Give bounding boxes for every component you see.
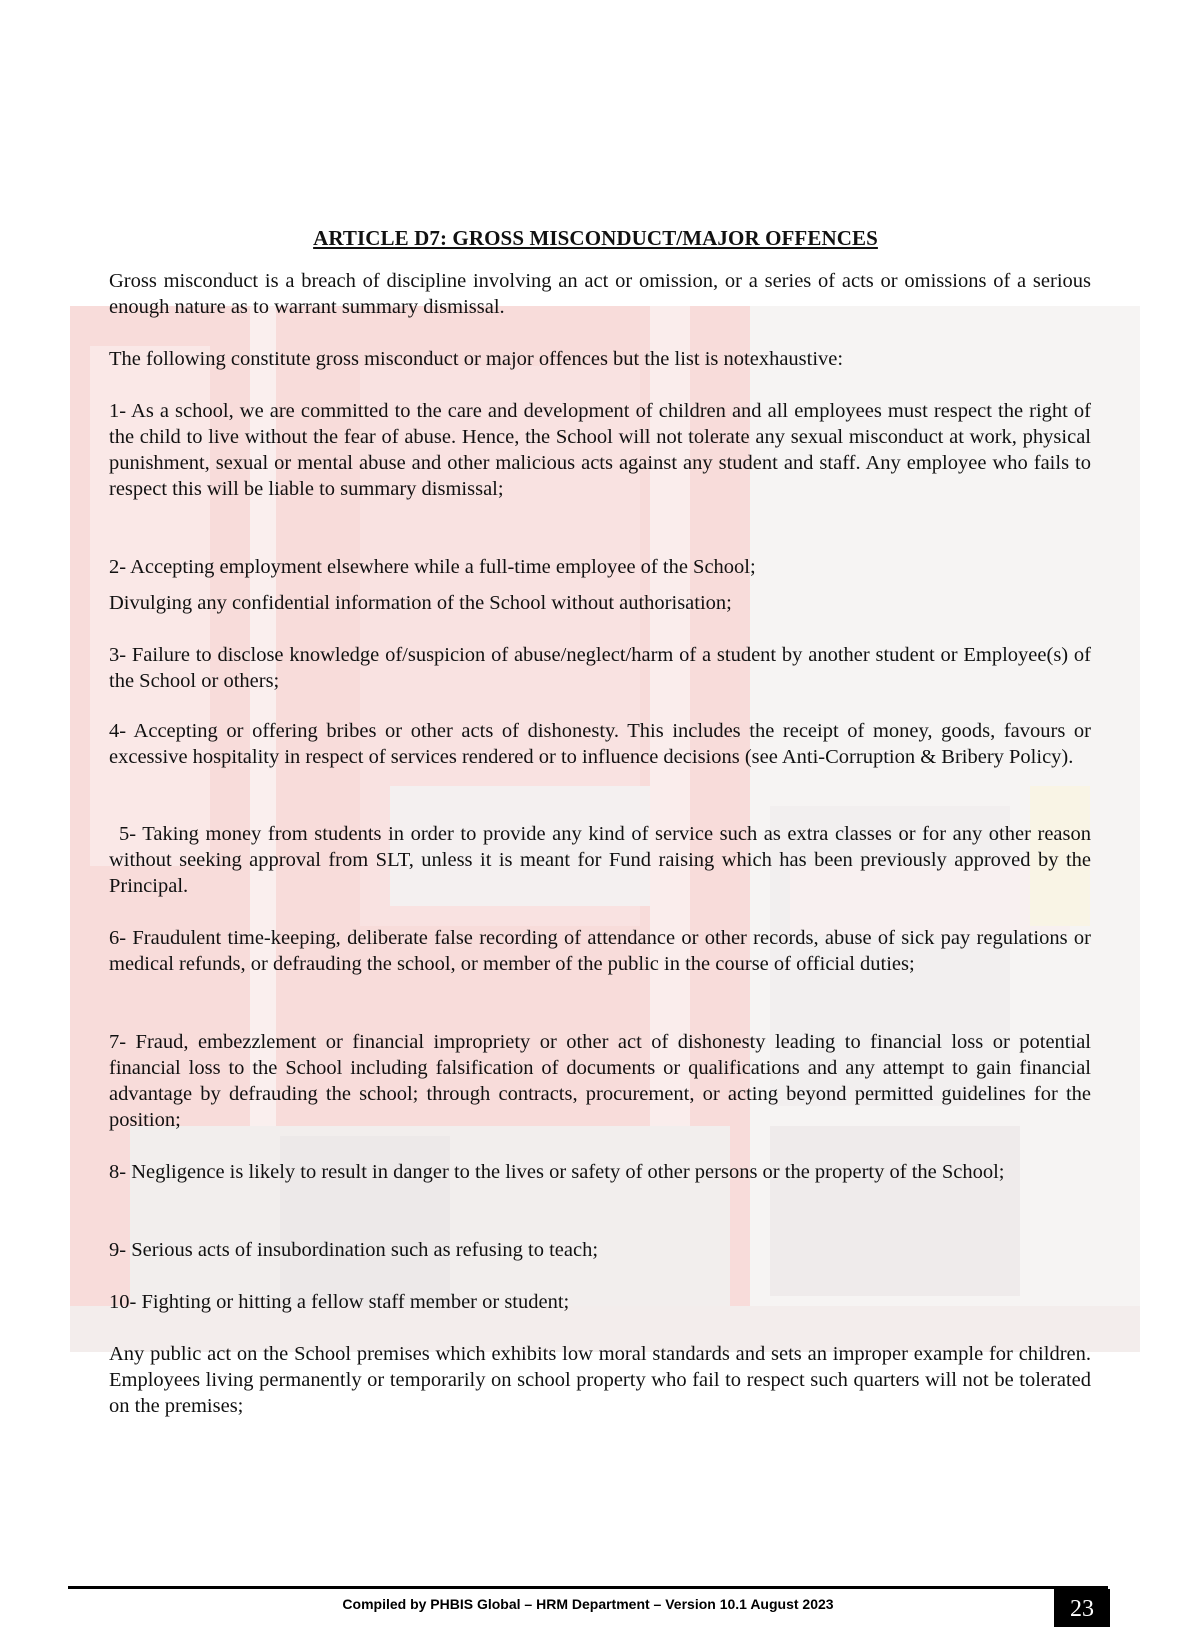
intro-paragraph: Gross misconduct is a breach of discipline involving an act or omission, or a series of acts or omissions of a serious enough nature as to warrant summary dismissal.: [109, 270, 1091, 318]
footer-divider: [68, 1586, 1108, 1589]
offence-item-4: 4- Accepting or offering bribes or other acts of dishonesty. This includes the receipt of money, goods, favours or excessive hospitality in respect of services rendered or to influence decisions (see Anti-Corruption & Bribery Policy).: [109, 720, 1091, 768]
offence-item-divulging: Divulging any confidential information of the School without authorisation;: [109, 592, 732, 614]
offence-item-3: 3- Failure to disclose knowledge of/suspicion of abuse/neglect/harm of a student by another student or Employee(s) of the School or others;: [109, 644, 1091, 692]
footer-compiled-by: Compiled by PHBIS Global – HRM Department – Version 10.1 August 2023: [342, 1596, 834, 1612]
offence-item-6: 6- Fraudulent time-keeping, deliberate false recording of attendance or other records, abuse of sick pay regulations or medical refunds, or defrauding the school, or member of the public in the course of official duties;: [109, 927, 1091, 975]
offence-item-2: 2- Accepting employment elsewhere while a full-time employee of the School;: [109, 556, 756, 578]
offence-item-5: 5- Taking money from students in order to provide any kind of service such as extra classes or for any other reason without seeking approval from SLT, unless it is meant for Fund raising which has been previously approved by the Principal.: [109, 823, 1091, 897]
offence-item-9: 9- Serious acts of insubordination such as refusing to teach;: [109, 1239, 599, 1261]
offence-item-8: 8- Negligence is likely to result in danger to the lives or safety of other persons or the property of the School;: [109, 1161, 1005, 1183]
page-number: 23: [1054, 1589, 1110, 1627]
list-intro: The following constitute gross misconduct or major offences but the list is notexhaustive:: [109, 348, 844, 370]
offence-item-1: 1- As a school, we are committed to the care and development of children and all employees must respect the right of the child to live without the fear of abuse. Hence, the School will not tolerate any sexual misconduct at work, physical punishment, sexual or mental abuse and other malicious acts against any student and staff. Any employee who fails to respect this will be liable to summary dismissal;: [109, 400, 1091, 500]
offence-item-public-act: Any public act on the School premises which exhibits low moral standards and sets an improper example for children. Employees living permanently or temporarily on school property who fail to respect such quarters will not be tolerated on the premises;: [109, 1343, 1091, 1417]
offence-item-10: 10- Fighting or hitting a fellow staff member or student;: [109, 1291, 570, 1313]
article-title: ARTICLE D7: GROSS MISCONDUCT/MAJOR OFFENCES: [313, 226, 878, 250]
offence-item-7: 7- Fraud, embezzlement or financial impropriety or other act of dishonesty leading to financial loss or potential financial loss to the School including falsification of documents or qualifications and any attempt to gain financial advantage by defrauding the school; through contracts, procurement, or acting beyond permitted guidelines for the position;: [109, 1031, 1091, 1131]
